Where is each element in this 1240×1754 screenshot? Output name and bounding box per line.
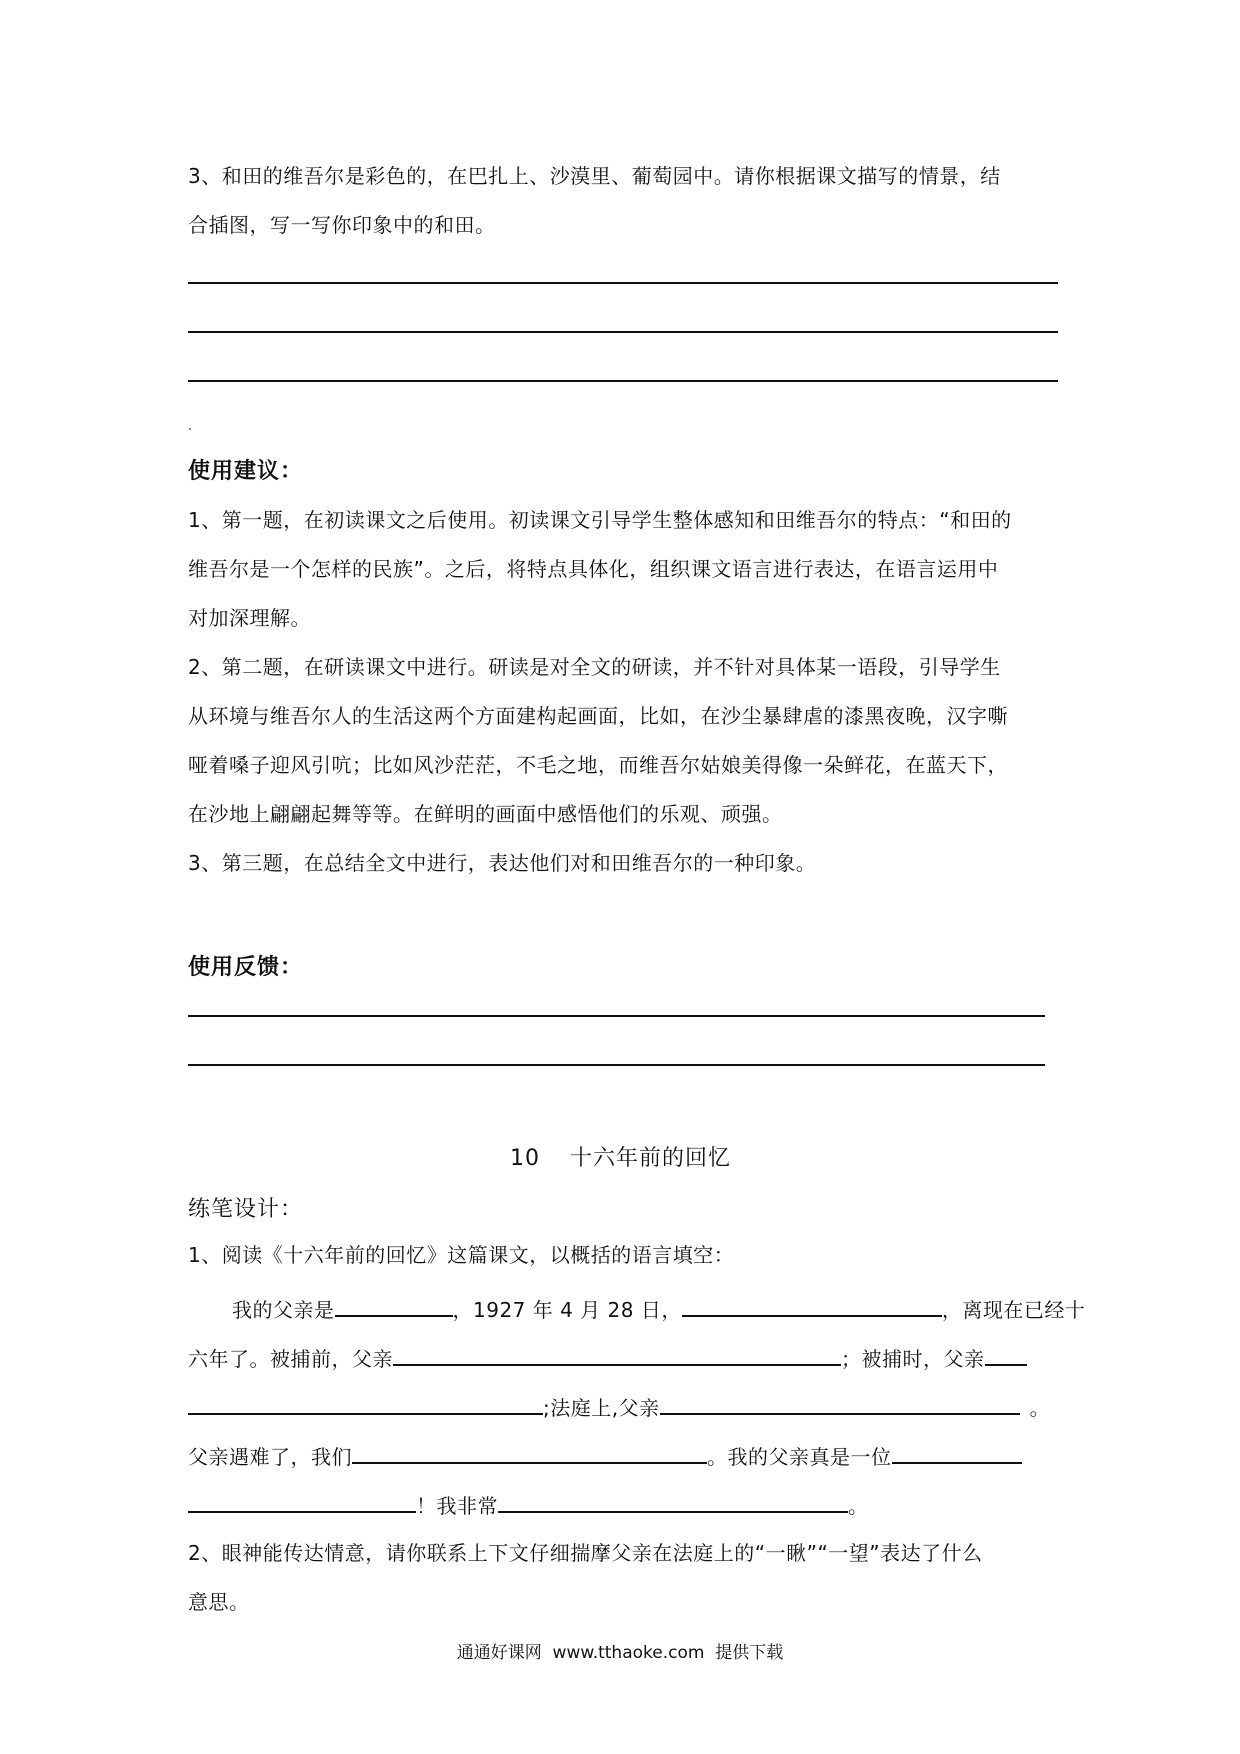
fill-row-5: ！我非常 。: [188, 1489, 869, 1519]
question-1-intro: 1、阅读《十六年前的回忆》这篇课文，以概括的语言填空：: [188, 1243, 735, 1267]
lesson-title: [510, 1141, 731, 1172]
fill-row-2: 六年了。被捕前，父亲 ；被捕时，父亲: [188, 1342, 1027, 1372]
question-2-line-1: 2、眼神能传达情意，请你联系上下文仔细揣摩父亲在法庭上的“一瞅”“一望”表达了什么: [188, 1541, 983, 1565]
advice-line: 2、第二题，在研读课文中进行。研读是对全文的研读，并不针对具体某一语段，引导学生: [188, 655, 1001, 679]
feedback-line: [188, 1064, 1045, 1066]
advice-line: 1、第一题，在初读课文之后使用。初读课文引导学生整体感知和田维吾尔的特点：“和田的: [188, 508, 1012, 532]
stray-dot: [189, 428, 191, 430]
fill-blank[interactable]: [393, 1342, 841, 1366]
question-3-line-1: 3、和田的维吾尔是彩色的，在巴扎上、沙漠里、葡萄园中。请你根据课文描写的情景，结: [188, 164, 1001, 188]
question-2-line-2: 意思。: [188, 1590, 250, 1614]
writing-design-heading: 练笔设计：: [188, 1197, 304, 1222]
fill-blank[interactable]: [188, 1391, 543, 1415]
lesson-title-text: 十六年前的回忆: [570, 1146, 732, 1171]
fill-blank[interactable]: [892, 1440, 1022, 1464]
fill-blank[interactable]: [682, 1293, 942, 1317]
advice-line: 3、第三题，在总结全文中进行，表达他们对和田维吾尔的一种印象。: [188, 851, 817, 875]
fill-row-3: ;法庭上,父亲 。: [188, 1391, 1050, 1421]
answer-line: [188, 380, 1058, 382]
lesson-number: 10: [510, 1146, 540, 1171]
advice-line: 哑着嗓子迎风引吭；比如风沙茫茫，不毛之地，而维吾尔姑娘美得像一朵鲜花，在蓝天下，: [188, 753, 1008, 777]
feedback-line: [188, 1015, 1045, 1017]
fill-row-4: 父亲遇难了，我们 。我的父亲真是一位: [188, 1440, 1022, 1470]
advice-line: 在沙地上翩翩起舞等等。在鲜明的画面中感悟他们的乐观、顽强。: [188, 802, 783, 826]
answer-line: [188, 282, 1058, 284]
advice-line: 维吾尔是一个怎样的民族”。之后，将特点具体化，组织课文语言进行表达，在语言运用中: [188, 557, 999, 581]
fill-row-1: 我的父亲是 ，1927 年 4 月 28 日， ，离现在已经十: [232, 1293, 1085, 1323]
question-3-line-2: 合插图，写一写你印象中的和田。: [188, 213, 496, 237]
usage-advice-heading: 使用建议：: [188, 459, 304, 484]
advice-line: 对加深理解。: [188, 606, 311, 630]
footer-text: 通通好课网 www.tthaoke.com 提供下载: [456, 1643, 784, 1663]
fill-blank[interactable]: [352, 1440, 707, 1464]
fill-blank[interactable]: [660, 1391, 1020, 1415]
advice-line: 从环境与维吾尔人的生活这两个方面建构起画面，比如，在沙尘暴肆虐的漆黑夜晚，汉字嘶: [188, 704, 1008, 728]
usage-feedback-heading: 使用反馈：: [188, 955, 304, 980]
fill-blank[interactable]: [498, 1489, 848, 1513]
fill-blank[interactable]: [335, 1293, 453, 1317]
fill-blank[interactable]: [188, 1489, 416, 1513]
answer-line: [188, 331, 1058, 333]
fill-blank[interactable]: [985, 1342, 1027, 1366]
